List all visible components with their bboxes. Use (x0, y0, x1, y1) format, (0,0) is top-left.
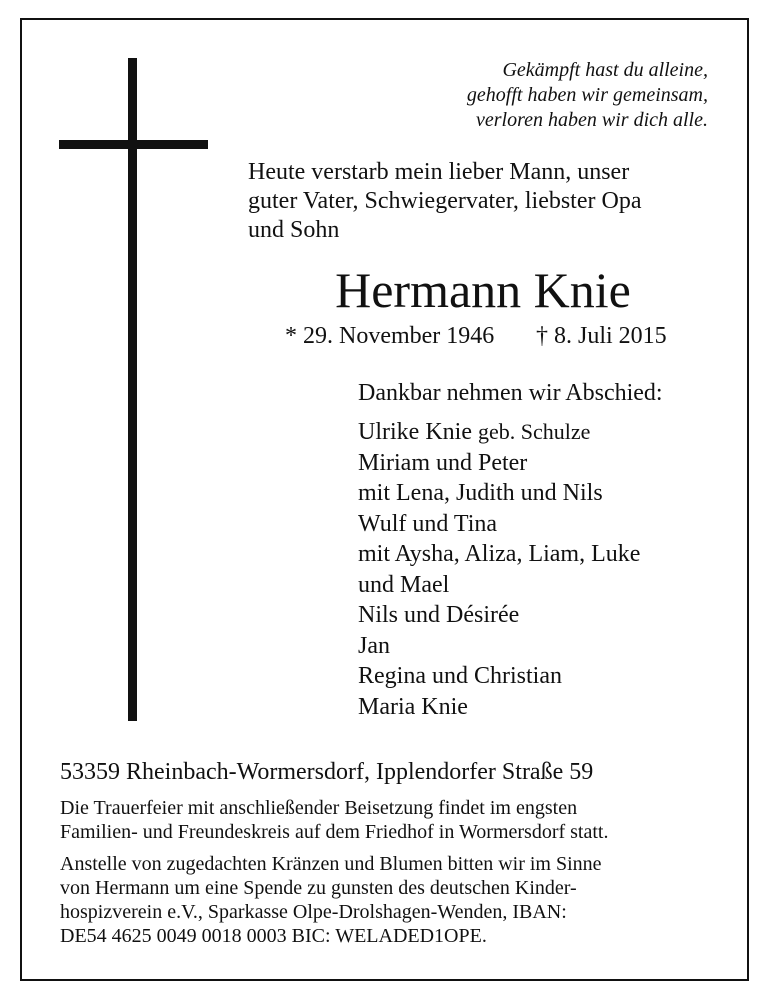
donation-line: hospizverein e.V., Sparkasse Olpe-Drolshagen-Wenden, IBAN: (60, 901, 567, 923)
donation-line: von Hermann um eine Spende zu gunsten des deutschen Kinder- (60, 877, 577, 899)
motto-line: Gekämpft hast du alleine, (502, 59, 708, 81)
death-date: † 8. Juli 2015 (536, 323, 667, 349)
intro-line: Heute verstarb mein lieber Mann, unser (248, 159, 630, 185)
donation-line: Anstelle von zugedachten Kränzen und Blumen bitten wir im Sinne (60, 853, 602, 875)
widow-maiden-name: geb. Schulze (477, 419, 591, 444)
donation-notice (60, 852, 740, 948)
thanks-heading: Dankbar nehmen wir Abschied: (358, 380, 663, 406)
funeral-notice (60, 796, 740, 844)
intro-line: guter Vater, Schwiegervater, liebster Opa (248, 188, 642, 214)
motto-line: verloren haben wir dich alle. (476, 109, 708, 131)
mourner-line: Regina und Christian (358, 663, 562, 689)
mourner-line: mit Lena, Judith und Nils (358, 480, 603, 506)
donation-line: DE54 4625 0049 0018 0003 BIC: WELADED1OPE. (60, 925, 487, 947)
funeral-line: Die Trauerfeier mit anschließender Beisetzung findet im engsten (60, 797, 578, 819)
motto-line: gehofft haben wir gemeinsam, (466, 84, 708, 106)
birth-date: * 29. November 1946 (285, 323, 495, 349)
mourning-address: 53359 Rheinbach-Wormersdorf, Ipplendorfer Straße 59 (60, 759, 594, 785)
mourner-line: und Mael (358, 571, 450, 598)
mourners-list (358, 378, 738, 722)
mourner-line: Nils und Désirée (358, 602, 520, 628)
funeral-line: Familien- und Freundeskreis auf dem Friedhof in Wormersdorf statt. (60, 821, 609, 843)
mourner-line: Miriam und Peter (358, 449, 528, 476)
widow-name: Ulrike Knie (358, 419, 472, 445)
mourner-line: mit Aysha, Aliza, Liam, Luke (358, 541, 641, 567)
intro-line: und Sohn (248, 217, 340, 243)
mourner-line: Wulf und Tina (358, 510, 498, 537)
mourner-line: Jan (358, 632, 390, 659)
mourner-line (358, 417, 738, 448)
mourner-line: Maria Knie (358, 693, 468, 720)
deceased-name: Hermann Knie (335, 262, 631, 318)
cross-vertical-bar (128, 58, 137, 721)
cross-horizontal-bar (59, 140, 208, 149)
intro-text (248, 158, 728, 245)
motto-verse (388, 58, 708, 133)
